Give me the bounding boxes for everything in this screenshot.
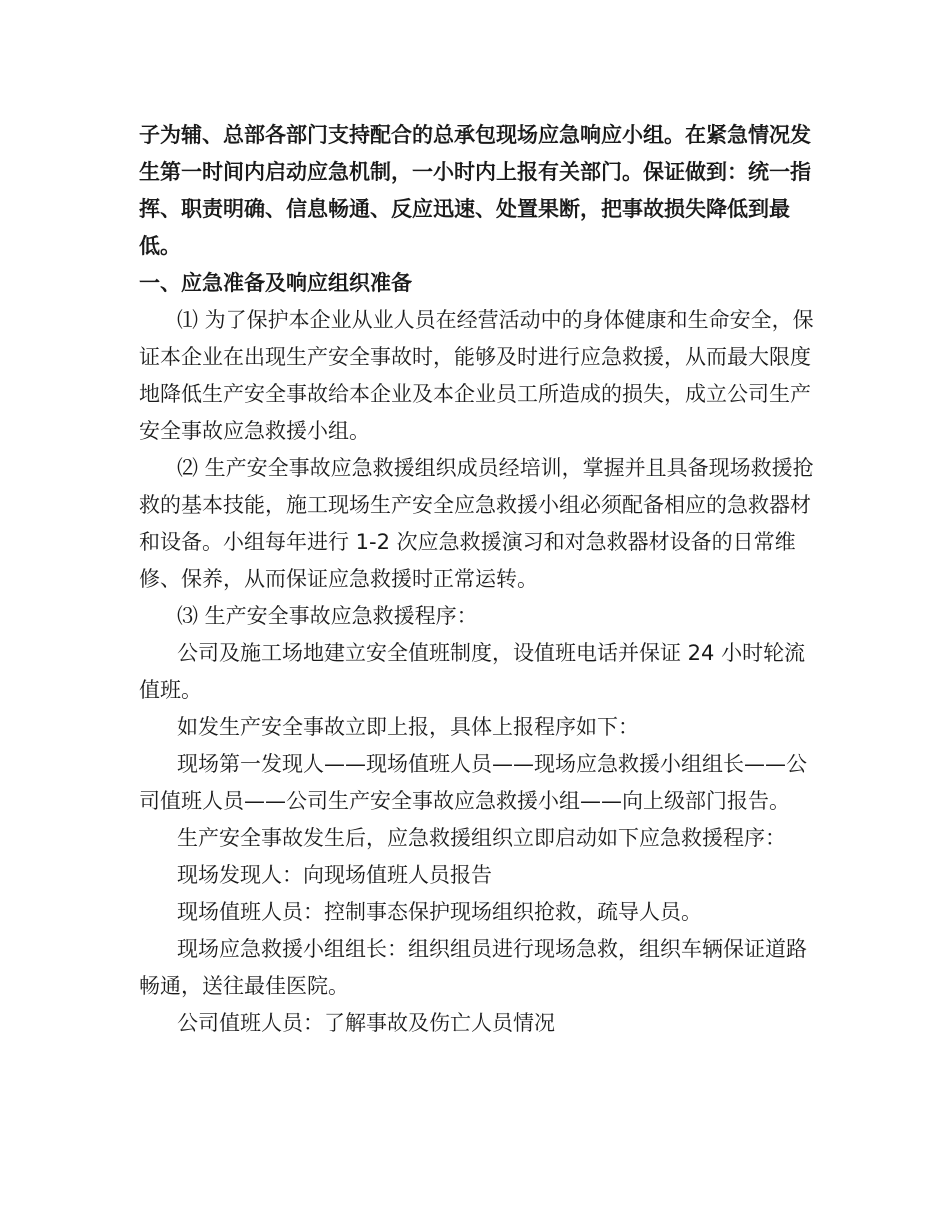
paragraph-7: 生产安全事故发生后，应急救援组织立即启动如下应急救援程序： [177, 826, 786, 850]
section-heading: 一、应急准备及响应组织准备 [139, 271, 412, 295]
paragraph-2: ⑵ 生产安全事故应急救援组织成员经培训，掌握并且具备现场救援抢救的基本技能，施工现场生产安全应急救援小组必须配备相应的急救器材和设备。小组每年进行 1-2 次应急救援演习和对急救器材设备的日常维修、保养，从而保证应急救援时正常运转。 [139, 456, 814, 591]
paragraph-4: 公司及施工场地建立安全值班制度，设值班电话并保证 24 小时轮流值班。 [139, 641, 806, 702]
document-page [139, 117, 814, 1042]
intro-paragraph: 子为辅、总部各部门支持配合的总承包现场应急响应小组。在紧急情况发生第一时间内启动应急机制，一小时内上报有关部门。保证做到：统一指挥、职责明确、信息畅通、反应迅速、处置果断，把事故损失降低到最低。 [139, 123, 811, 258]
paragraph-5: 如发生产安全事故立即上报，具体上报程序如下： [177, 715, 639, 739]
paragraph-1: ⑴ 为了保护本企业从业人员在经营活动中的身体健康和生命安全，保证本企业在出现生产安全事故时，能够及时进行应急救援，从而最大限度地降低生产安全事故给本企业及本企业员工所造成的损失，成立公司生产安全事故应急救援小组。 [139, 308, 814, 443]
paragraph-8: 现场发现人：向现场值班人员报告 [177, 863, 492, 887]
paragraph-6: 现场第一发现人——现场值班人员——现场应急救援小组组长——公司值班人员——公司生产安全事故应急救援小组——向上级部门报告。 [139, 752, 807, 813]
paragraph-9: 现场值班人员：控制事态保护现场组织抢救，疏导人员。 [177, 900, 702, 924]
paragraph-11: 公司值班人员：了解事故及伤亡人员情况 [177, 1011, 555, 1035]
paragraph-3: ⑶ 生产安全事故应急救援程序： [177, 604, 478, 628]
paragraph-10: 现场应急救援小组组长：组织组员进行现场急救，组织车辆保证道路畅通，送往最佳医院。 [139, 937, 807, 998]
